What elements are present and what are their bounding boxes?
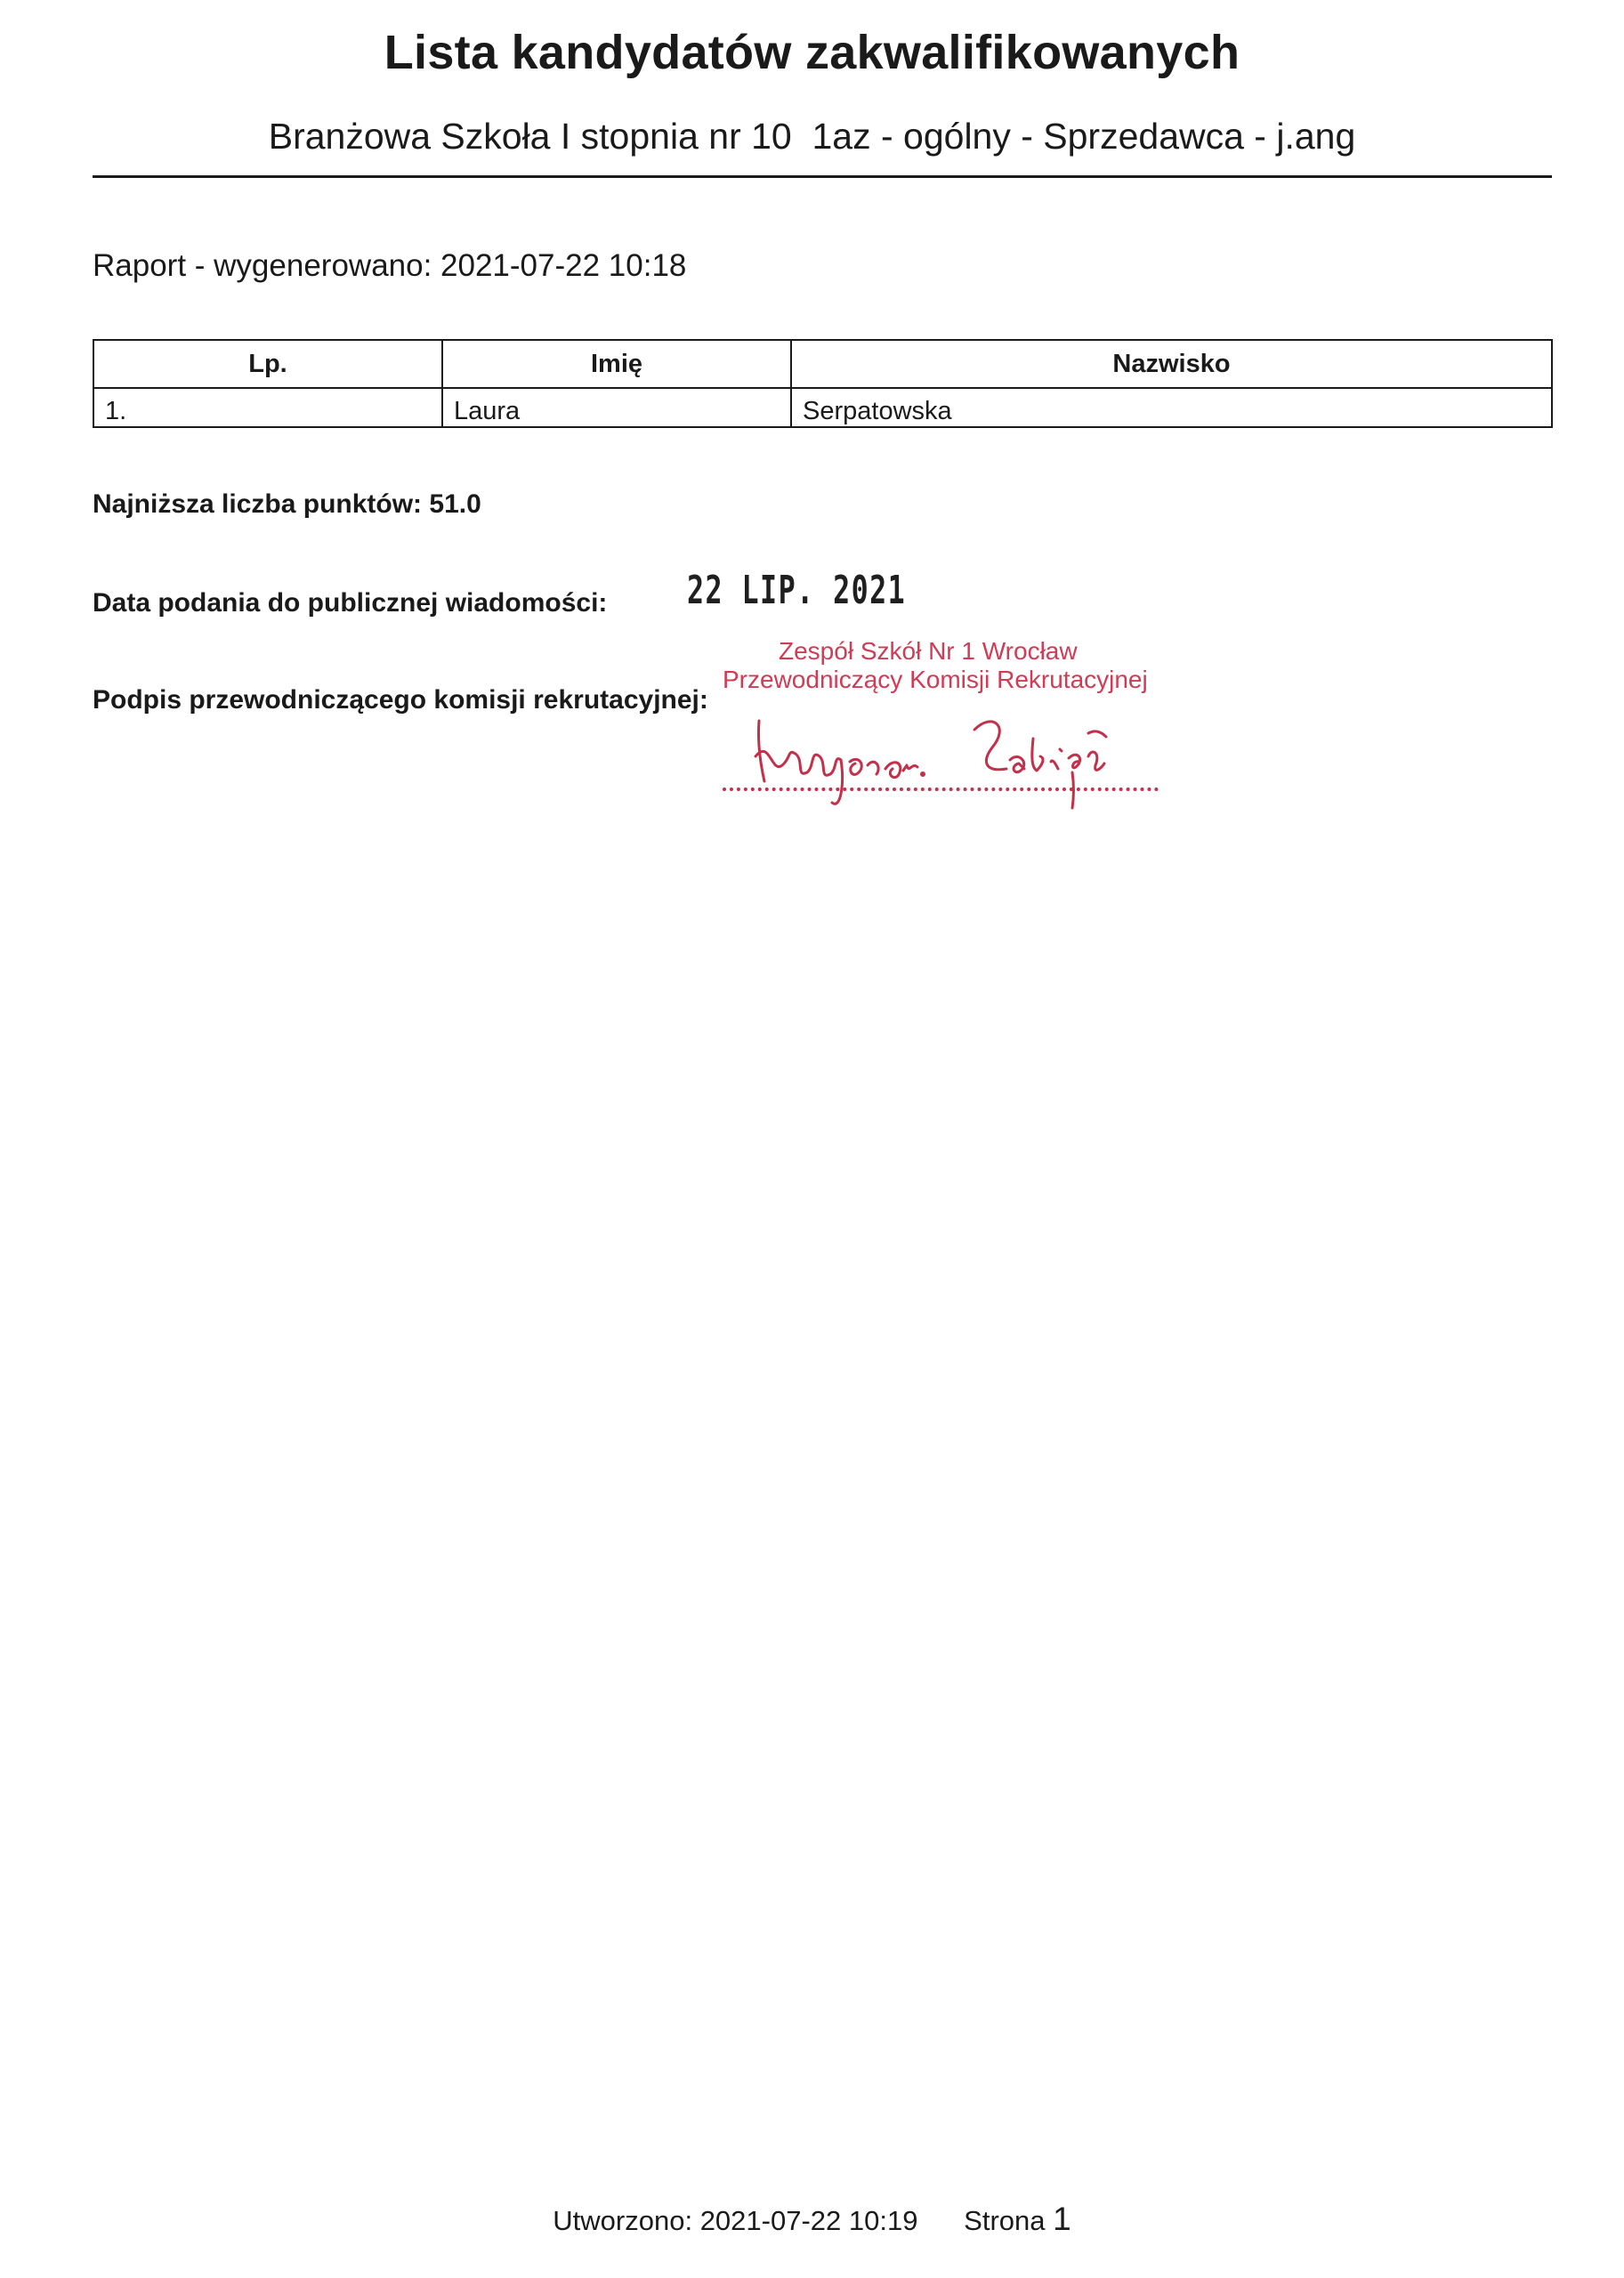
cell-imie: Laura [442,388,791,427]
publication-date-stamp: 22 LIP. 2021 [687,568,907,613]
footer-page-label: Strona [964,2205,1046,2236]
min-points: Najniższa liczba punktów: 51.0 [93,489,481,519]
table-header-row [93,340,1552,388]
cell-nazwisko: Serpatowska [791,388,1552,427]
stamp-chair-title: Przewodniczący Komisji Rekrutacyjnej [723,666,1148,693]
header-nazwisko: Nazwisko [791,340,1552,388]
candidates-table [93,339,1553,428]
footer-page-number: 1 [1053,2201,1071,2237]
header-imie: Imię [442,340,791,388]
handwritten-signature [752,703,1152,810]
table-row [93,388,1552,427]
report-generated: Raport - wygenerowano: 2021-07-22 10:18 [93,248,687,283]
stamp-school-name: Zespół Szkół Nr 1 Wrocław [779,637,1078,665]
footer-created: Utworzono: 2021-07-22 10:19 [553,2205,918,2236]
header-lp: Lp. [93,340,442,388]
cell-lp: 1. [93,388,442,427]
signature-label: Podpis przewodniczącego komisji rekrutacyjnej: [93,685,708,715]
header-divider [93,175,1552,178]
page-subtitle: Branżowa Szkoła I stopnia nr 10 1az - ogólny - Sprzedawca - j.ang [268,116,1356,157]
publication-date-label: Data podania do publicznej wiadomości: [93,588,608,618]
signature-dotted-line [723,788,1159,791]
page-footer [0,2201,1624,2238]
page-title: Lista kandydatów zakwalifikowanych [384,26,1240,79]
